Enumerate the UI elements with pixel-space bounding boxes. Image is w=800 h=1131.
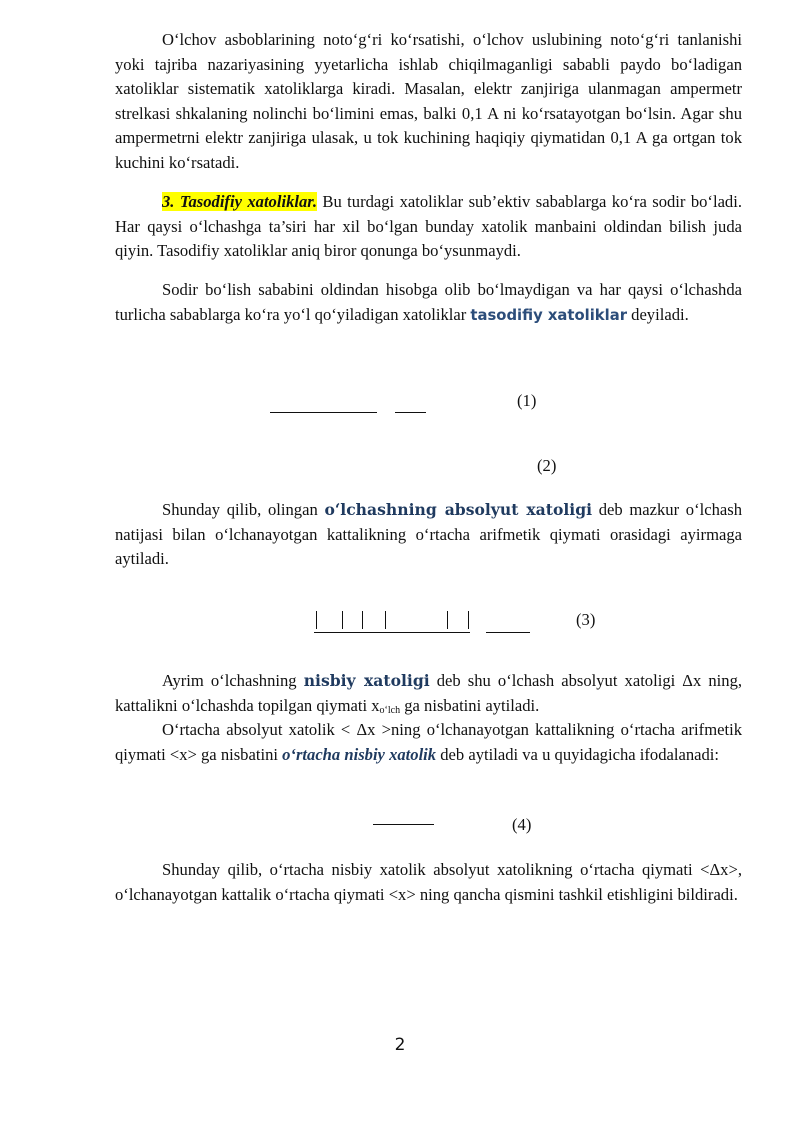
equation-number: (2) — [537, 456, 557, 475]
equation-number: (1) — [517, 391, 537, 410]
paragraph-systematic-errors: O‘lchov asboblarining noto‘g‘ri ko‘rsatishi, o‘lchov uslubining noto‘g‘ri tanlanishi yoki tajriba nazariyasining yyetarlicha ishlab chiqilmaganligi sababli paydo bo‘ladigan xatoliklar sistematik xatoliklarga kiradi. Masalan, elektr zanjiriga ulanmagan ampermetr strelkasi shkalaning nolinchi bo‘limini emas, balki 0,1 A ni ko‘rsatayotgan bo‘lsin. Agar shu ampermetrni elektr zanjiriga ulasak, u tok kuchining haqiqiy qiymatidan 0,1 A ga ortgan tok kuchini ko‘rsatadi. — [115, 30, 742, 172]
term-random-errors: tasodifiy xatoliklar — [470, 306, 627, 324]
term-absolute-error: o‘lchashning absolyut xatoligi — [324, 500, 593, 519]
equation-number: (3) — [576, 610, 596, 629]
term-mean-relative-error: o‘rtacha nisbiy xatolik — [282, 744, 437, 764]
paragraph-random-errors: 3. Tasodifiy xatoliklar. Bu turdagi xatoliklar sub’ektiv sabablarga ko‘ra sodir bo‘ladi. Har qaysi o‘lchashga ta’siri har xil bo‘lgan bunday xatolik manbaini oldindan bilish juda qiyin. Tasodifiy xatoliklar aniq biror qonunga bo‘ysunmaydi. — [115, 192, 742, 261]
paragraph-absolute-error: Shunday qilib, olingan o‘lchashning absolyut xatoligi deb mazkur o‘lchash natijasi bilan o‘lchanayotgan kattalikning o‘rtacha arifmetik qiymati orasidagi ayirmaga aytiladi. — [115, 500, 742, 569]
paragraph-conclusion: Shunday qilib, o‘rtacha nisbiy xatolik absolyut xatolikning o‘rtacha qiymati <Δx>, o‘lchanayotgan kattalik o‘rtacha qiymati <x> ning qancha qismini tashkil etishligini bildiradi. — [115, 860, 742, 904]
paragraph-mean-relative-error: O‘rtacha absolyut xatolik < Δx >ning o‘lchanayotgan kattalikning o‘rtacha arifmetik qiymati <x> ga nisbatini o‘rtacha nisbiy xatolik deb aytiladi va u quyidagicha ifodalanadi: — [115, 720, 742, 764]
fraction-line — [314, 632, 470, 633]
fraction-line — [373, 824, 434, 825]
fraction-line — [270, 412, 377, 413]
section-heading: 3. Tasodifiy xatoliklar. — [162, 192, 317, 211]
paragraph-relative-error: Ayrim o‘lchashning nisbiy xatoligi deb shu o‘lchash absolyut xatoligi Δx ning, kattalikni o‘lchashda topilgan qiymati $x_{o‘lch}$ ga nisbatini aytiladi. — [115, 671, 743, 716]
term-relative-error: nisbiy xatoligi — [303, 671, 430, 690]
equation-number: (4) — [512, 815, 532, 834]
page-number: 2 — [394, 1035, 406, 1055]
fraction-line — [395, 412, 426, 413]
fraction-line — [486, 632, 530, 633]
paragraph-random-definition: Sodir bo‘lish sababini oldindan hisobga olib bo‘lmaydigan va har qaysi o‘lchashda turlicha sabablarga ko‘ra yo‘l qo‘yiladigan xatoliklar tasodifiy xatoliklar deyiladi. — [115, 280, 742, 324]
